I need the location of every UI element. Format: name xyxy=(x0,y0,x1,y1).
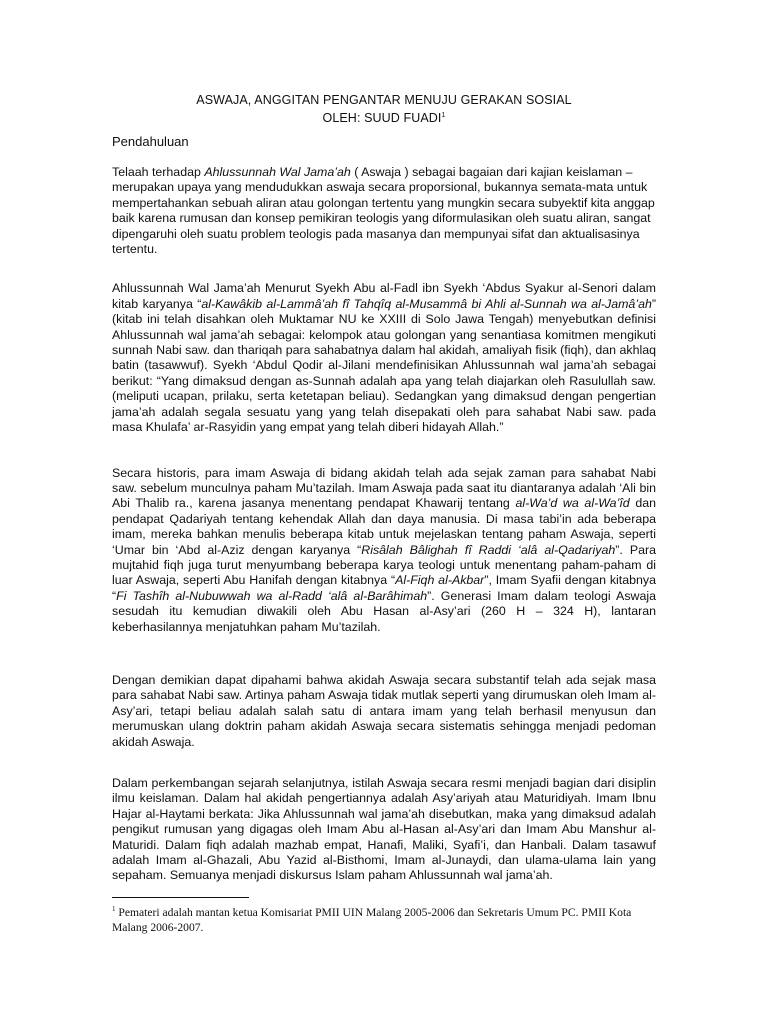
byline-text: OLEH: SUUD FUADI xyxy=(322,111,442,125)
footnote-reference[interactable]: 1 xyxy=(441,112,446,119)
footnote-separator xyxy=(112,897,249,898)
p3-italic-term-1: al-Wa’d wa al-Wa’îd xyxy=(515,496,630,511)
document-byline xyxy=(112,108,656,126)
footnote-text: Pemateri adalah mantan ketua Komisariat PMII UIN Malang 2005-2006 dan Sekretaris Umum PC. PMII Kota Malang 2006-2007. xyxy=(112,906,632,934)
paragraph-4: Dengan demikian dapat dipahami bahwa akidah Aswaja secara substantif telah ada sejak masa para sahabat Nabi saw. Artinya paham Aswaja tidak mutlak seperti yang dirumuskan oleh Imam al-Asy’ari, tetapi beliau adalah salah satu di antara imam yang telah berhasil menyusun dan merumuskan ulang doktrin paham akidah Aswaja secara sistematis sehingga menjadi pedoman akidah Aswaja. xyxy=(112,672,656,749)
p3-text-c: dan pendapat Qadariyah tentang kehendak Allah dan daya manusia. Di masa tabi’in ada beberapa imam, mereka bahkan menulis beberapa kitab untuk mejelaskan tentang paham Aswaja, seperti ‘Umar bin ‘Abd al-Aziz dengan karyanya “ xyxy=(112,496,656,557)
p2-text-a: Ahlussunnah Wal Jama’ah Menurut Syekh Abu al-Fadl ibn Syekh ‘Abdus Syakur al-Senori dalam kitab karyanya “ xyxy=(112,281,656,311)
p3-text-a: Secara historis, para imam Aswaja di bidang akidah telah ada sejak zaman para sahabat Nabi saw. sebelum munculnya paham Mu’tazilah. Imam Aswaja pada saat itu diantaranya adalah ‘Ali bin Abi Thalib ra., karena jasanya menentang pendapat Khawarij tentang xyxy=(112,465,656,511)
p2-text-c: ” (kitab ini telah disahkan oleh Muktamar NU ke XXIII di Solo Jawa Tengah) menyebutkan definisi Ahlussunnah wal jama’ah sebagai: kelompok atau golongan yang senantiasa komitmen mengikuti sunnah Nabi saw. dan thariqah para sahabatnya dalam hal akidah, amaliyah fisik (fiqh), dan akhlaq batin (tasawwuf). Syekh ‘Abdul Qodir al-Jilani mendefinisikan Ahlussunnah wal jama’ah sebagai berikut: “Yang dimaksud dengan as-Sunnah adalah apa yang telah diajarkan oleh Rasulullah saw. (meliputi ucapan, prilaku, serta ketetapan beliau). Sedangkan yang dimaksud dengan pengertian jama’ah adalah segala sesuatu yang yang telah disepakati oleh para sahabat Nabi saw. pada masa Khulafa’ ar-Rasyidin yang empat yang telah diberi hidayah Allah.” xyxy=(112,296,656,435)
document-title-block xyxy=(112,92,656,126)
p3-text-i: ”. Generasi Imam dalam teologi Aswaja sesudah itu kemudian diwakili oleh Abu Hasan al-Asy’ari (260 H – 324 H), lantaran keberhasilannya menjatuhkan paham Mu’tazilah. xyxy=(112,588,656,634)
p3-italic-book-1: Risâlah Bâlighah fî Raddi ‘alâ al-Qadariyah xyxy=(361,542,616,557)
document-body xyxy=(112,165,656,908)
p2-italic-book-title: al-Kawâkib al-Lammâ’ah fî Tahqîq al-Musammâ bi Ahli al-Sunnah wa al-Jamâ’ah xyxy=(201,296,652,311)
p3-text-e: ”. Para mujtahid fiqh juga turut menyumbang beberapa karya teologi untuk menentang paham-paham di luar Aswaja, seperti Abu Hanifah dengan kitabnya “ xyxy=(112,542,656,588)
p3-italic-book-3: Fi Tashîh al-Nubuwwah wa al-Radd ‘alâ al-Barâhimah xyxy=(116,588,428,603)
section-heading: Pendahuluan xyxy=(112,134,189,149)
p3-italic-book-2: Al-Fiqh al-Akbar xyxy=(395,573,485,588)
document-title: ASWAJA, ANGGITAN PENGANTAR MENUJU GERAKAN SOSIAL xyxy=(196,93,572,107)
paragraph-1 xyxy=(112,165,656,257)
p1-text-a: Telaah terhadap xyxy=(112,165,205,179)
footnote xyxy=(112,902,656,935)
p3-text-g: ”, Imam Syafii dengan kitabnya “ xyxy=(112,573,657,603)
paragraph-3 xyxy=(112,466,656,635)
p1-text-c: ( Aswaja ) sebagai bagaian dari kajian keislaman – merupakan upaya yang mendudukkan aswaja secara proporsional, bukannya semata-mata untuk mempertahankan sebuah aliran atau golongan tertentu yang mungkin secara subyektif kita anggap baik karena rumusan dan konsep pemikiran teologis yang diformulasikan oleh suatu aliran, sangat dipengaruhi oleh suatu problem teologis pada masanya dan mempunyai sifat dan aktualisasinya tertentu. xyxy=(112,165,655,257)
paragraph-2 xyxy=(112,281,656,435)
p1-italic-term: Ahlussunnah Wal Jama’ah xyxy=(204,165,351,179)
footnote-marker: 1 xyxy=(112,905,116,913)
paragraph-5: Dalam perkembangan sejarah selanjutnya, istilah Aswaja secara resmi menjadi bagian dari disiplin ilmu keislaman. Dalam hal akidah pengertiannya adalah Asy’ariyah atau Maturidiyah. Imam Ibnu Hajar al-Haytami berkata: Jika Ahlussunnah wal jama’ah disebutkan, maka yang dimaksud adalah pengikut rumusan yang digagas oleh Imam Abu al-Hasan al-Asy’ari dan Imam Abu Manshur al-Maturidi. Dalam fiqh adalah mazhab empat, Hanafi, Maliki, Syafi’i, dan Hanbali. Dalam tasawuf adalah Imam al-Ghazali, Abu Yazid al-Bisthomi, Imam al-Junaydi, dan ulama-ulama lain yang sepaham. Semuanya menjadi diskursus Islam paham Ahlussunnah wal jama’ah. xyxy=(112,776,656,883)
